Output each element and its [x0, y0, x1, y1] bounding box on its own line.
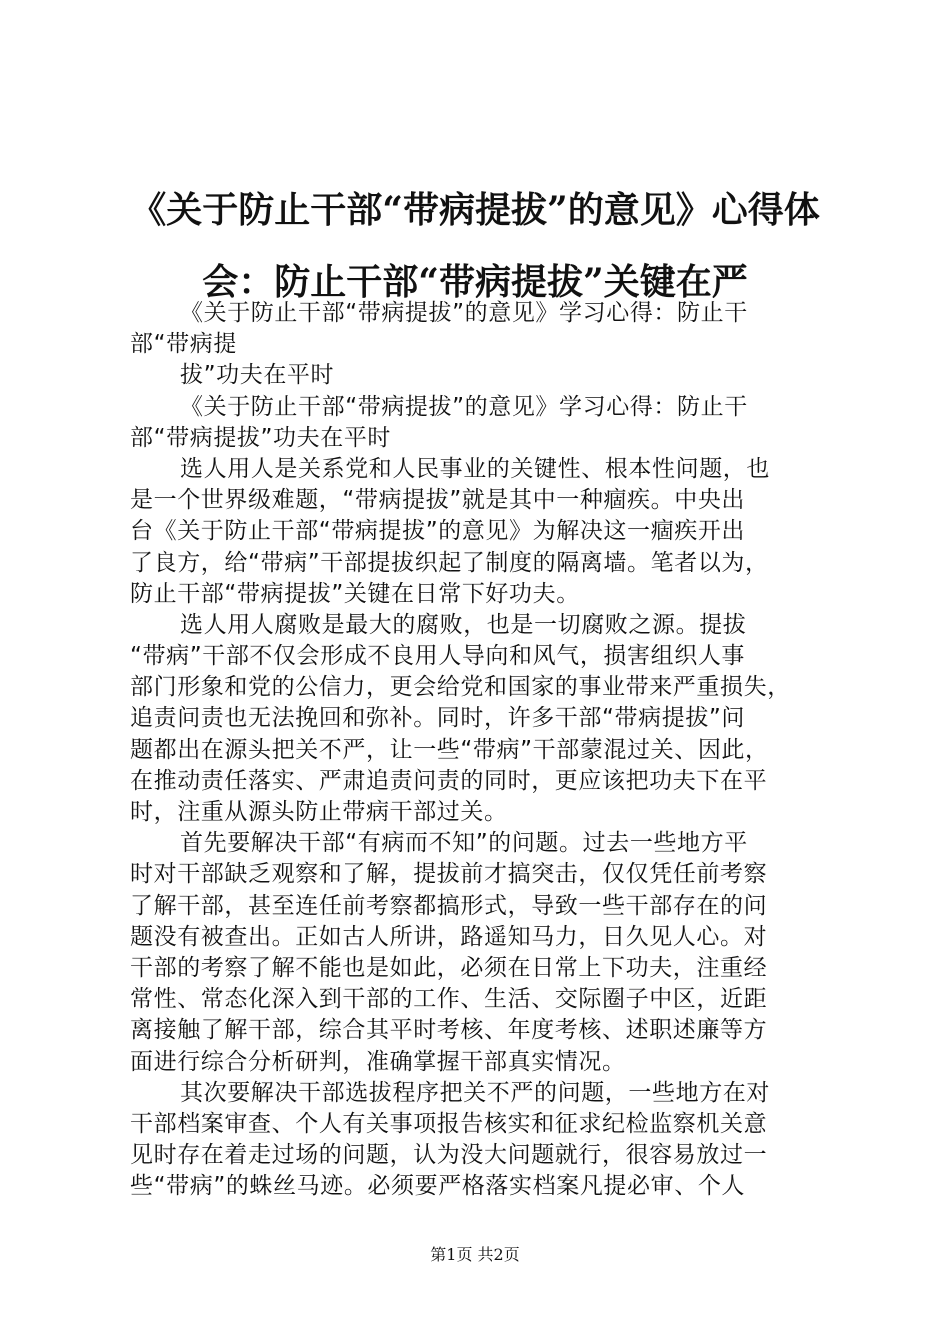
body-line: 选人用人是关系党和人民事业的关键性、根本性问题，也: [180, 455, 770, 482]
body-line: 首先要解决干部“有病而不知”的问题。过去一些地方平: [180, 830, 748, 857]
body-line: 《关于防止干部“带病提拔”的意见》学习心得：防止干: [180, 393, 748, 420]
body-line: 干部档案审查、个人有关事项报告核实和征求纪检监察机关意: [130, 1110, 768, 1137]
body-line: 拔”功夫在平时: [180, 362, 335, 389]
body-line: 追责问责也无法挽回和弥补。同时，许多干部“带病提拔”问: [130, 705, 746, 732]
body-line: 是一个世界级难题，“带病提拔”就是其中一种痼疾。中央出: [130, 487, 746, 514]
page-number-footer: 第1页 共2页: [430, 1245, 520, 1264]
body-line: 时对干部缺乏观察和了解，提拔前才搞突击，仅仅凭任前考察: [130, 861, 768, 888]
body-line: 些“带病”的蛛丝马迹。必须要严格落实档案凡提必审、个人: [130, 1173, 746, 1200]
body-line: 在推动责任落实、严肃追责问责的同时，更应该把功夫下在平: [130, 767, 768, 794]
body-line: 时，注重从源头防止带病干部过关。: [130, 799, 508, 825]
body-line: 见时存在着走过场的问题，认为没大问题就行，很容易放过一: [130, 1142, 768, 1169]
document-title: [100, 174, 850, 318]
body-line: 台《关于防止干部“带病提拔”的意见》为解决这一痼疾开出: [130, 518, 746, 545]
document-body: [130, 298, 830, 1202]
body-line: 面进行综合分析研判，准确掌握干部真实情况。: [130, 1048, 626, 1075]
body-line: 选人用人腐败是最大的腐败，也是一切腐败之源。提拔: [180, 611, 747, 638]
body-line: 题都出在源头把关不严，让一些“带病”干部蒙混过关、因此，: [130, 736, 769, 763]
title-line-2: 会：防止干部“带病提拔”关键在严: [202, 261, 748, 303]
body-line: 防止干部“带病提拔”关键在日常下好功夫。: [130, 580, 580, 607]
title-line-1: 《关于防止干部“带病提拔”的意见》心得体: [130, 189, 820, 231]
body-line: 干部的考察了解不能也是如此，必须在日常上下功夫，注重经: [130, 954, 768, 981]
body-line: 常性、常态化深入到干部的工作、生活、交际圈子中区，近距: [130, 986, 768, 1013]
body-line: 部“带病提拔”功夫在平时: [130, 424, 392, 451]
body-line: 其次要解决干部选拔程序把关不严的问题，一些地方在对: [180, 1079, 770, 1106]
body-line: “带病”干部不仅会形成不良用人导向和风气，损害组织人事: [130, 643, 746, 670]
body-line: 题没有被查出。正如古人所讲，路遥知马力，日久见人心。对: [130, 923, 768, 950]
body-line: 部“带病提: [130, 331, 237, 358]
body-line: 了解干部，甚至连任前考察都搞形式，导致一些干部存在的问: [130, 892, 768, 919]
body-line: 了良方，给“带病”干部提拔织起了制度的隔离墙。笔者以为，: [130, 549, 769, 576]
body-line: 《关于防止干部“带病提拔”的意见》学习心得：防止干: [180, 300, 748, 326]
body-line: 部门形象和党的公信力，更会给党和国家的事业带来严重损失，: [130, 674, 791, 701]
body-line: 离接触了解干部，综合其平时考核、年度考核、述职述廉等方: [130, 1017, 768, 1044]
